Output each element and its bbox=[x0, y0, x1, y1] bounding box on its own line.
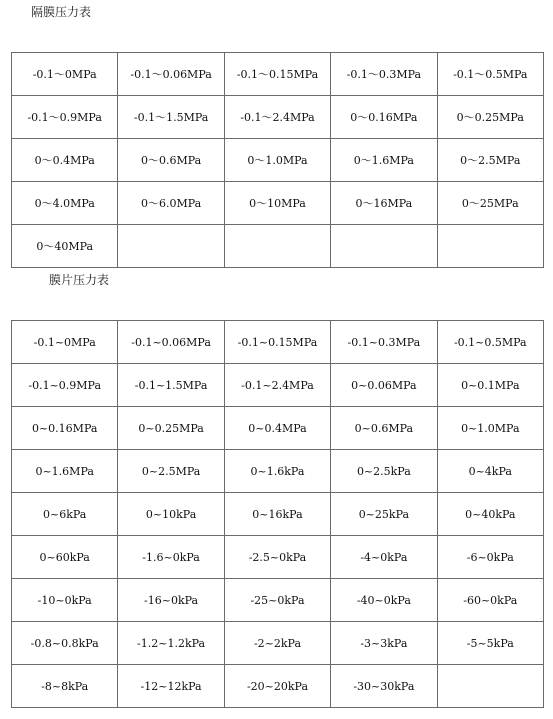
range-cell: 0~2.5MPa bbox=[118, 450, 224, 493]
range-cell: 0~60kPa bbox=[12, 536, 118, 579]
range-cell: -0.1～0.3MPa bbox=[331, 53, 437, 96]
table-row bbox=[12, 407, 544, 450]
range-cell: 0~25kPa bbox=[331, 493, 437, 536]
table-row bbox=[12, 665, 544, 708]
range-cell: -10~0kPa bbox=[12, 579, 118, 622]
range-cell: -0.1~1.5MPa bbox=[118, 364, 224, 407]
range-cell: -0.8~0.8kPa bbox=[12, 622, 118, 665]
range-cell: 0~6kPa bbox=[12, 493, 118, 536]
range-cell: -4~0kPa bbox=[331, 536, 437, 579]
range-cell: -0.1~0.5MPa bbox=[437, 321, 543, 364]
range-cell: 0~1.6MPa bbox=[12, 450, 118, 493]
empty-cell bbox=[224, 225, 330, 268]
range-cell: -12~12kPa bbox=[118, 665, 224, 708]
range-cell: -0.1~2.4MPa bbox=[224, 364, 330, 407]
range-cell: 0~4kPa bbox=[437, 450, 543, 493]
range-cell: 0～0.6MPa bbox=[118, 139, 224, 182]
table-row bbox=[12, 450, 544, 493]
range-cell: -0.1~0.15MPa bbox=[224, 321, 330, 364]
range-cell: 0～16MPa bbox=[331, 182, 437, 225]
table-row bbox=[12, 536, 544, 579]
range-cell: 0~1.0MPa bbox=[437, 407, 543, 450]
range-cell: -2.5~0kPa bbox=[224, 536, 330, 579]
range-cell: -6~0kPa bbox=[437, 536, 543, 579]
range-cell: -1.2~1.2kPa bbox=[118, 622, 224, 665]
range-cell: -40~0kPa bbox=[331, 579, 437, 622]
empty-cell bbox=[331, 225, 437, 268]
range-cell: -5~5kPa bbox=[437, 622, 543, 665]
section-title-membrane-gauge: 膜片压力表 bbox=[49, 273, 110, 287]
table-row bbox=[12, 182, 544, 225]
range-cell: 0～10MPa bbox=[224, 182, 330, 225]
range-cell: 0~0.6MPa bbox=[331, 407, 437, 450]
range-cell: 0～0.4MPa bbox=[12, 139, 118, 182]
diaphragm-seal-gauge-range-table bbox=[11, 52, 544, 268]
range-cell: 0~0.16MPa bbox=[12, 407, 118, 450]
range-cell: 0~40kPa bbox=[437, 493, 543, 536]
range-cell: 0～1.6MPa bbox=[331, 139, 437, 182]
empty-cell bbox=[437, 665, 543, 708]
range-cell: -0.1～0.15MPa bbox=[224, 53, 330, 96]
range-cell: -0.1～0.06MPa bbox=[118, 53, 224, 96]
range-cell: 0~16kPa bbox=[224, 493, 330, 536]
range-cell: 0~1.6kPa bbox=[224, 450, 330, 493]
range-cell: -16~0kPa bbox=[118, 579, 224, 622]
range-cell: -30~30kPa bbox=[331, 665, 437, 708]
range-cell: -60~0kPa bbox=[437, 579, 543, 622]
range-cell: -3~3kPa bbox=[331, 622, 437, 665]
range-cell: -2~2kPa bbox=[224, 622, 330, 665]
table-row bbox=[12, 53, 544, 96]
range-cell: -20~20kPa bbox=[224, 665, 330, 708]
range-cell: 0~0.4MPa bbox=[224, 407, 330, 450]
range-cell: 0～0.25MPa bbox=[437, 96, 543, 139]
table-row bbox=[12, 579, 544, 622]
range-cell: -0.1～1.5MPa bbox=[118, 96, 224, 139]
range-cell: -0.1~0.9MPa bbox=[12, 364, 118, 407]
table-row bbox=[12, 139, 544, 182]
range-cell: -0.1～0.5MPa bbox=[437, 53, 543, 96]
range-cell: -8~8kPa bbox=[12, 665, 118, 708]
range-cell: -1.6~0kPa bbox=[118, 536, 224, 579]
range-cell: -0.1~0MPa bbox=[12, 321, 118, 364]
range-cell: 0～2.5MPa bbox=[437, 139, 543, 182]
table-row bbox=[12, 364, 544, 407]
range-cell: 0~0.25MPa bbox=[118, 407, 224, 450]
range-cell: -0.1～0MPa bbox=[12, 53, 118, 96]
range-cell: 0～40MPa bbox=[12, 225, 118, 268]
range-cell: 0~0.1MPa bbox=[437, 364, 543, 407]
table-row bbox=[12, 622, 544, 665]
table-row bbox=[12, 225, 544, 268]
range-cell: -0.1～2.4MPa bbox=[224, 96, 330, 139]
range-cell: 0~0.06MPa bbox=[331, 364, 437, 407]
table-row bbox=[12, 321, 544, 364]
empty-cell bbox=[118, 225, 224, 268]
range-cell: -0.1～0.9MPa bbox=[12, 96, 118, 139]
range-cell: 0～6.0MPa bbox=[118, 182, 224, 225]
range-cell: -25~0kPa bbox=[224, 579, 330, 622]
empty-cell bbox=[437, 225, 543, 268]
membrane-gauge-range-table bbox=[11, 320, 544, 708]
range-cell: 0～0.16MPa bbox=[331, 96, 437, 139]
range-cell: 0～4.0MPa bbox=[12, 182, 118, 225]
range-cell: 0～1.0MPa bbox=[224, 139, 330, 182]
range-cell: -0.1~0.06MPa bbox=[118, 321, 224, 364]
table-row bbox=[12, 96, 544, 139]
range-cell: 0～25MPa bbox=[437, 182, 543, 225]
range-cell: -0.1~0.3MPa bbox=[331, 321, 437, 364]
range-cell: 0~10kPa bbox=[118, 493, 224, 536]
section-title-diaphragm-seal-gauge: 隔膜压力表 bbox=[31, 5, 92, 19]
table-row bbox=[12, 493, 544, 536]
range-cell: 0~2.5kPa bbox=[331, 450, 437, 493]
